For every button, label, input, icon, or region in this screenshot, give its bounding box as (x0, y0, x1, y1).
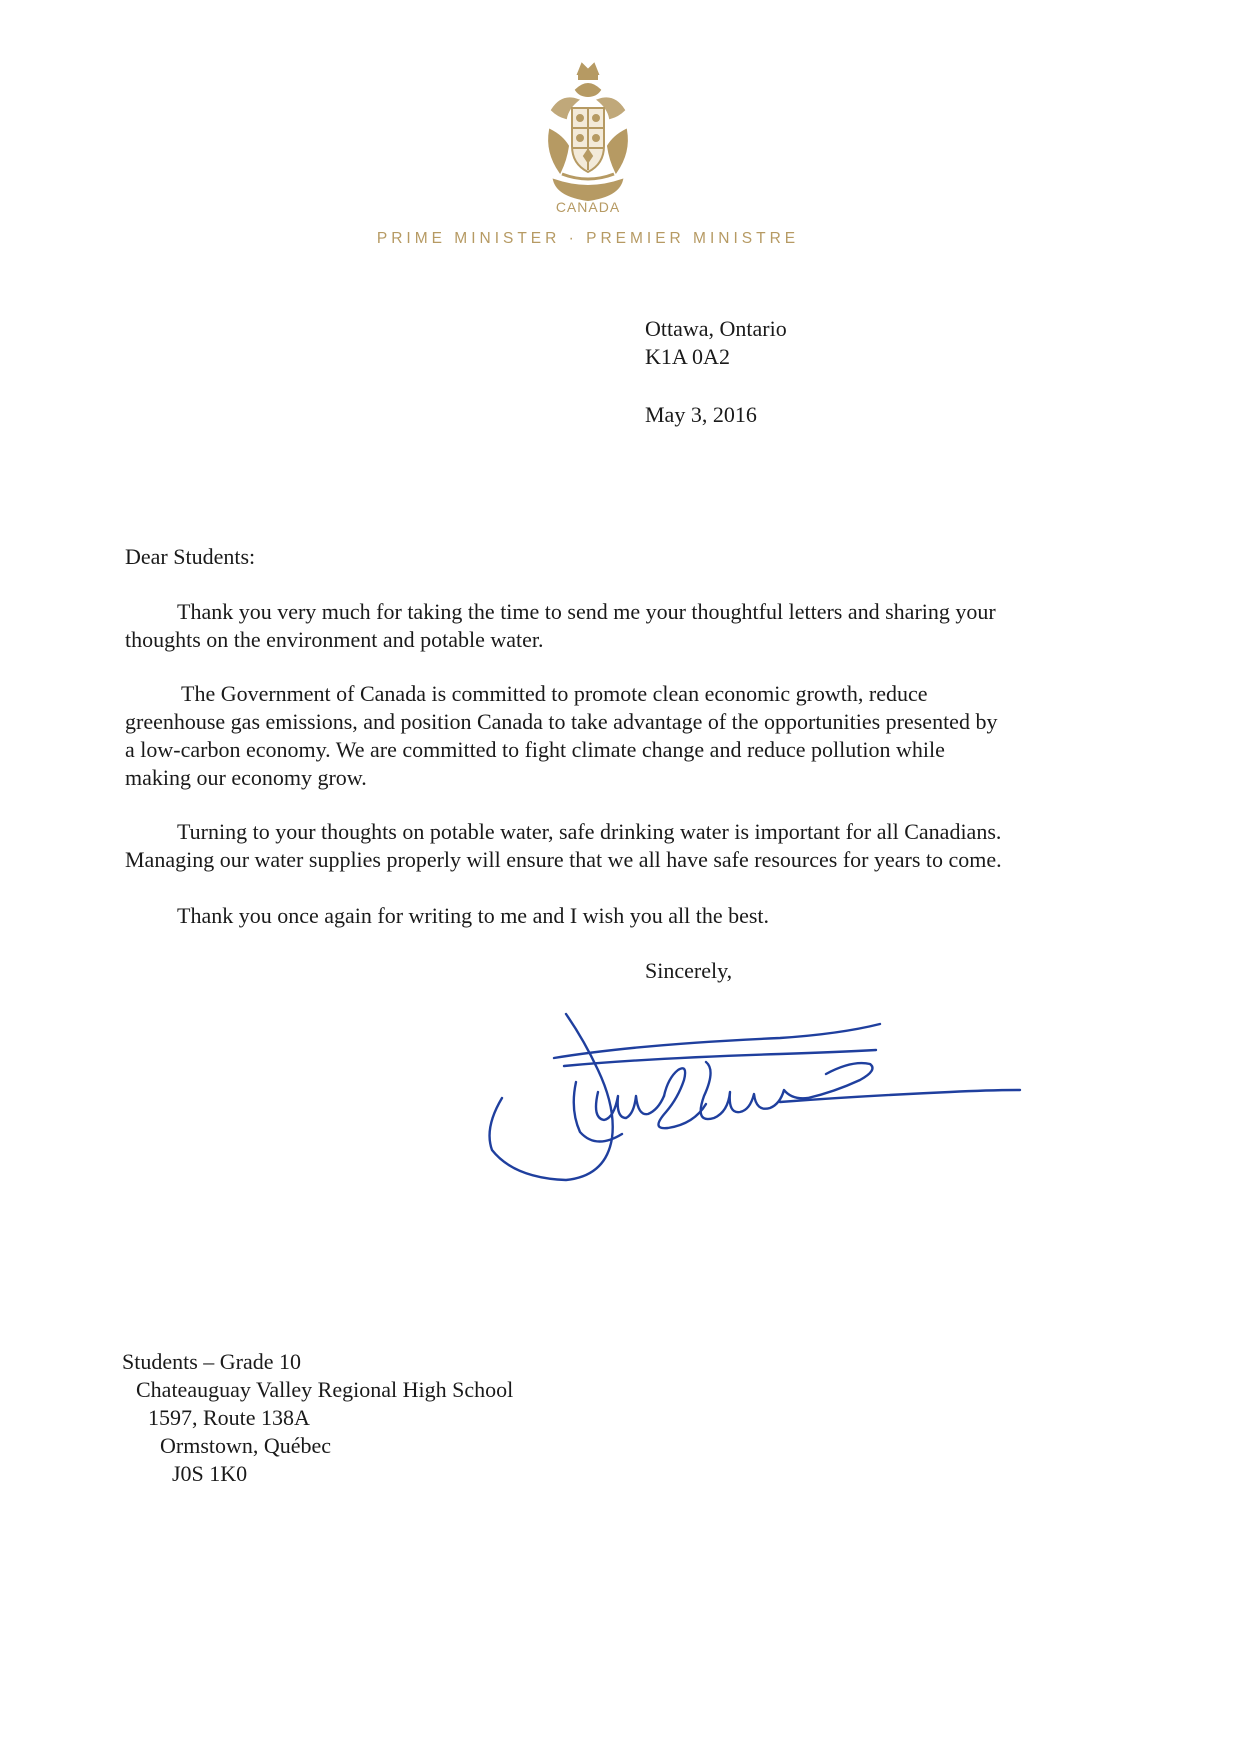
coat-of-arms-icon (538, 60, 638, 210)
paragraph-line: making our economy grow. (125, 765, 367, 790)
paragraph-thanks (125, 598, 1105, 654)
recipient-line-3: 1597, Route 138A (148, 1405, 310, 1430)
paragraph-closing-wish (125, 902, 1105, 930)
office-title: PRIME MINISTER · PREMIER MINISTRE (376, 230, 800, 247)
sender-city: Ottawa, Ontario (645, 316, 787, 341)
sender-postal-code: K1A 0A2 (645, 344, 730, 369)
paragraph-line: Managing our water supplies properly will ensure that we all have safe resources for years to come. (125, 847, 1002, 872)
paragraph-line: Thank you once again for writing to me and I wish you all the best. (177, 903, 770, 928)
letter-date: May 3, 2016 (645, 402, 757, 427)
crest-country-label: CANADA (555, 199, 621, 215)
paragraph-line: thoughts on the environment and potable water. (125, 627, 544, 652)
recipient-line-4: Ormstown, Québec (160, 1433, 332, 1458)
salutation: Dear Students: (125, 544, 256, 569)
recipient-line-5: J0S 1K0 (172, 1461, 248, 1486)
closing: Sincerely, (645, 958, 733, 983)
paragraph-line: Turning to your thoughts on potable water, safe drinking water is important for all Canadians. (177, 819, 1002, 844)
paragraph-line: greenhouse gas emissions, and position Canada to take advantage of the opportunities presented by (125, 709, 998, 734)
paragraph-line: a low-carbon economy. We are committed to fight climate change and reduce pollution while (125, 737, 945, 762)
paragraph-line: The Government of Canada is committed to promote clean economic growth, reduce (181, 681, 928, 706)
recipient-line-2: Chateauguay Valley Regional High School (136, 1377, 514, 1402)
paragraph-line: Thank you very much for taking the time to send me your thoughtful letters and sharing your (177, 599, 996, 624)
paragraph-water (125, 818, 1105, 874)
signature-icon (480, 1000, 1025, 1210)
paragraph-government (125, 680, 1105, 792)
recipient-line-1: Students – Grade 10 (122, 1349, 302, 1374)
